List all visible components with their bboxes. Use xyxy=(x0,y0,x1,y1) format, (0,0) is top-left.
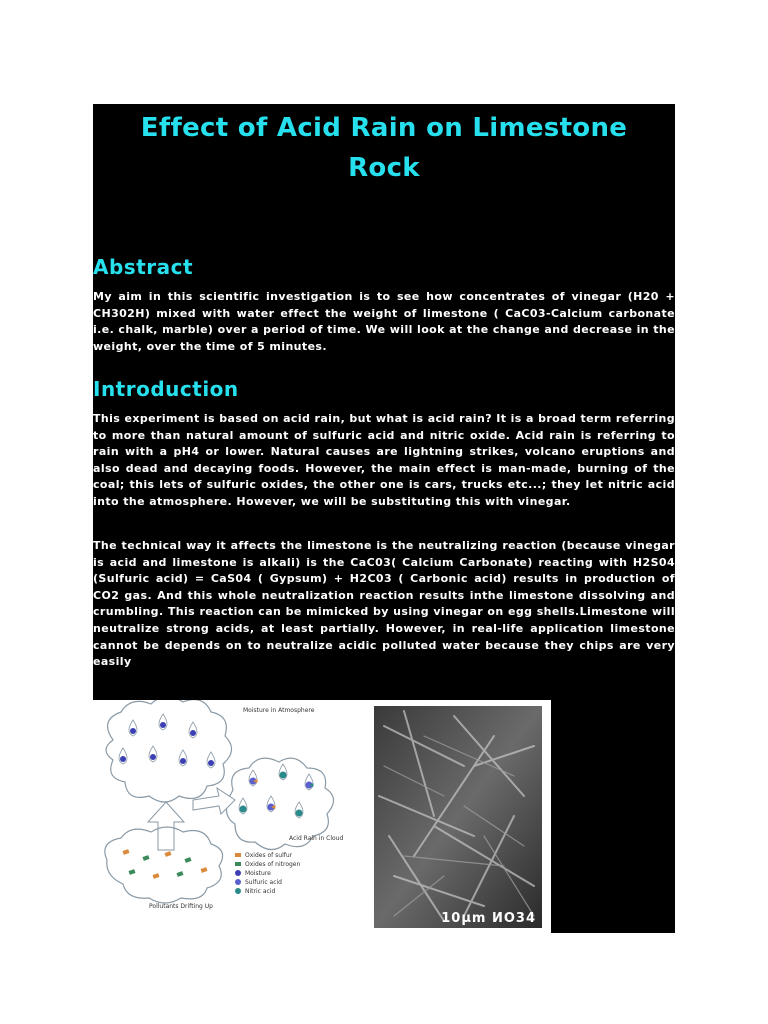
legend-moisture: Moisture xyxy=(245,870,271,877)
legend-sulfuric-acid: Sulfuric acid xyxy=(245,879,282,886)
scale-label: 10μm ИО34 xyxy=(441,911,536,926)
moisture-drops xyxy=(119,714,215,768)
legend-nitric-acid: Nitric acid xyxy=(245,888,276,895)
acid-drops xyxy=(239,764,313,818)
abstract-heading: Abstract xyxy=(93,255,194,279)
crystal-texture xyxy=(374,706,542,928)
introduction-heading: Introduction xyxy=(93,377,239,401)
abstract-paragraph: My aim in this scientific investigation is to see how concentrates of vinegar (H20 + CH302H) mixed with water effect the weight of limestone ( CaC03-Calcium carbonate i.e. chalk, marble) over a period of time. We will look at the change and decrease in the weight, over the time of 5 minutes. xyxy=(93,290,675,353)
document-page xyxy=(93,104,675,933)
introduction-paragraph-1: This experiment is based on acid rain, but what is acid rain? It is a broad term referring to more than natural amount of sulfuric acid and nitric oxide. Acid rain is referring to rain with a pH4 or lower. Natural causes are lightning strikes, volcano eruptions and also dead and decaying foods. However, the main effect is man-made, burning of the coal; this lets of sulfuric oxides, the other one is cars, trucks etc...; they let nitric acid into the atmosphere. However, we will be substituting this with vinegar. xyxy=(93,412,675,508)
acid-rain-diagram xyxy=(93,700,363,933)
diagram-legend xyxy=(235,852,300,895)
up-arrow xyxy=(148,802,184,850)
moisture-fills xyxy=(120,722,214,766)
introduction-paragraph-2: The technical way it affects the limestone is the neutralizing reaction (because vinegar is acid and limestone is alkali) is the CaC03( Calcium Carbonate) reacting with H2S04 (Sulfuric acid) = CaS04 ( Gypsum) + H2C03 ( Carbonic acid) results in production of CO2 gas. And this whole neutralization reaction results inthe limestone dissolving and crumbling. This reaction can be mimicked by using vinegar on egg shells.Limestone will neutralize strong acids, at least partially. However, in real-life application limestone cannot be depends on to neutralize acidic polluted water because they chips are very easily xyxy=(93,539,675,669)
legend-sulfur: Oxides of sulfur xyxy=(245,852,293,859)
microscope-photo xyxy=(374,706,542,928)
pollutant-particles xyxy=(122,849,207,879)
label-acid-rain: Acid Rain in Cloud xyxy=(289,835,344,842)
label-pollutants: Pollutants Drifting Up xyxy=(149,903,213,910)
legend-nitrogen: Oxides of nitrogen xyxy=(245,861,301,868)
page-title: Effect of Acid Rain on Limestone Rock xyxy=(140,113,628,183)
title-block xyxy=(93,104,675,188)
label-moisture: Moisture in Atmosphere xyxy=(243,707,315,714)
right-arrow xyxy=(193,788,235,814)
figure-strip xyxy=(93,700,551,933)
